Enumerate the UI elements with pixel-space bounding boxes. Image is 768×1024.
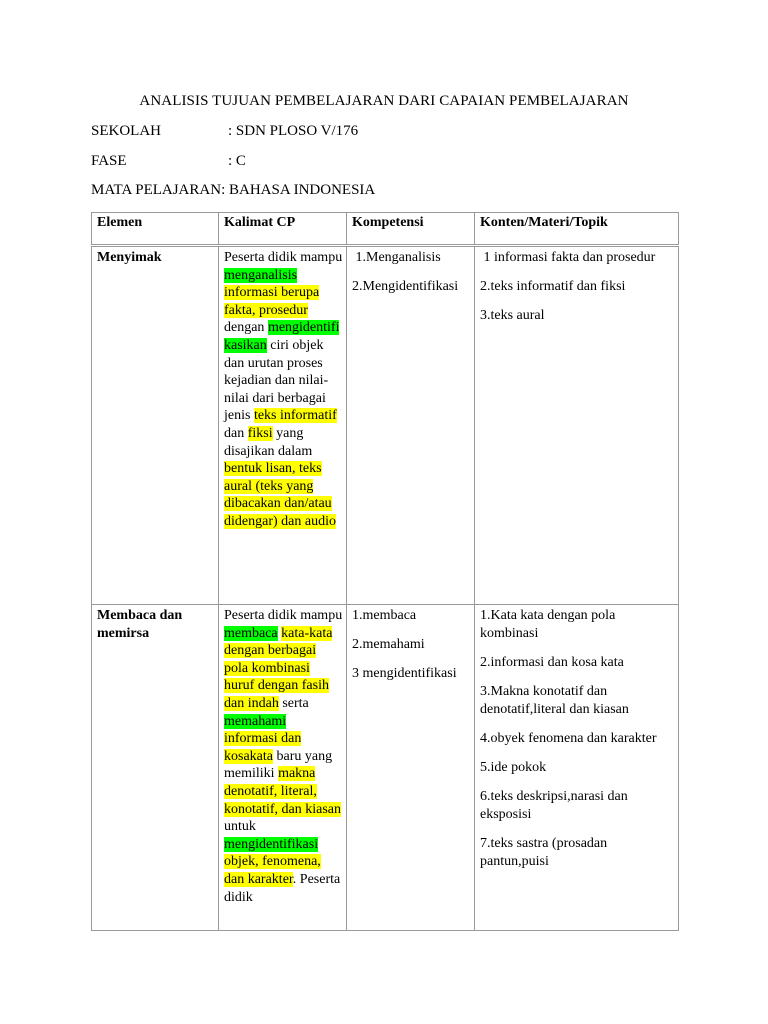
competency-item: 1.Menganalisis [352, 250, 441, 265]
competency-cell [347, 605, 475, 931]
content-cell [475, 246, 679, 605]
meta-phase [91, 153, 246, 170]
content-item: 3.Makna konotatif dan denotatif,literal dan kiasan [480, 683, 629, 717]
content-cell [475, 605, 679, 931]
content-item: 7.teks sastra (prosadan pantun,puisi [480, 835, 611, 869]
highlighted-text: bentuk lisan, teks aural (teks yang dibacakan dan/atau didengar) dan audio [224, 461, 336, 529]
subject-value: : BAHASA INDONESIA [221, 182, 376, 198]
content-item: 1.Kata kata dengan pola kombinasi [480, 608, 619, 641]
document-title: ANALISIS TUJUAN PEMBELAJARAN DARI CAPAIAN PEMBELAJARAN [139, 93, 629, 109]
competency-item: 2.memahami [352, 637, 425, 653]
header-kalimat-cp: Kalimat CP [219, 213, 347, 246]
cp-sentence-cell [219, 605, 347, 931]
content-item: 6.teks deskripsi,narasi dan eksposisi [480, 789, 632, 822]
cp-analysis-table [91, 212, 679, 931]
highlighted-text: informasi dan kosakata [224, 731, 302, 764]
cp-text-segment: dan [224, 425, 248, 441]
cp-text-segment: Peserta didik mampu [224, 250, 343, 265]
meta-subject [91, 182, 375, 199]
highlighted-text: kata-kata dengan berbagai pola kombinasi huruf dengan fasih dan indah [224, 625, 333, 711]
phase-value: : C [228, 153, 246, 169]
competency-item: 1.membaca [352, 608, 417, 623]
highlighted-text: objek, fenomena, dan karakter [224, 854, 321, 887]
cp-text-segment: ciri objek dan urutan proses kejadian dan nilai-nilai dari berbagai jenis [224, 337, 329, 424]
highlighted-text: fiksi [247, 425, 273, 441]
cp-text-segment: Peserta didik mampu [224, 608, 343, 623]
cp-text-segment: yang disajikan dalam [224, 425, 313, 459]
content-item: 3.teks aural [480, 308, 545, 324]
competency-cell [347, 246, 475, 605]
cp-text-segment: untuk [224, 819, 256, 835]
school-value: : SDN PLOSO V/176 [228, 123, 359, 139]
content-item: 2.informasi dan kosa kata [480, 654, 624, 670]
cp-text-segment: serta [278, 695, 309, 711]
highlighted-text: memahami [224, 713, 287, 729]
highlighted-text: membaca [224, 625, 278, 641]
highlighted-text: menganalisis [224, 267, 298, 283]
table-body [92, 246, 679, 931]
cp-text-segment: dengan [224, 320, 268, 336]
table-row [92, 246, 679, 605]
content-item: 2.teks informatif dan fiksi [480, 279, 626, 295]
table-header-row [92, 213, 679, 246]
highlighted-text: teks informatif [253, 408, 337, 424]
school-label: SEKOLAH [91, 123, 161, 139]
element-cell: Menyimak [92, 246, 219, 605]
highlighted-text: mengidentifikasikan [224, 320, 340, 353]
header-kompetensi: Kompetensi [347, 213, 475, 246]
phase-label: FASE [91, 153, 127, 169]
highlighted-text: mengidentifikasi [224, 836, 319, 852]
highlighted-text: informasi berupa fakta, prosedur [224, 285, 320, 318]
highlighted-text: makna denotatif, literal, konotatif, dan kiasan [224, 766, 342, 817]
cp-text-segment: . Peserta didik [224, 871, 341, 905]
content-item: 4.obyek fenomena dan karakter [480, 730, 657, 746]
subject-label: MATA PELAJARAN [91, 182, 222, 198]
competency-item: 3 mengidentifikasi [352, 666, 457, 682]
competency-item: 2.Mengidentifikasi [352, 279, 459, 295]
header-elemen: Elemen [92, 213, 219, 246]
content-item: 5.ide pokok [480, 759, 547, 775]
meta-school [91, 123, 358, 140]
header-konten: Konten/Materi/Topik [475, 213, 679, 246]
table-row [92, 605, 679, 931]
element-cell: Membaca dan memirsa [92, 605, 219, 931]
content-item: 1 informasi fakta dan prosedur [480, 250, 656, 265]
cp-sentence-cell [219, 246, 347, 605]
cp-text-segment: baru yang memiliki [224, 748, 333, 782]
